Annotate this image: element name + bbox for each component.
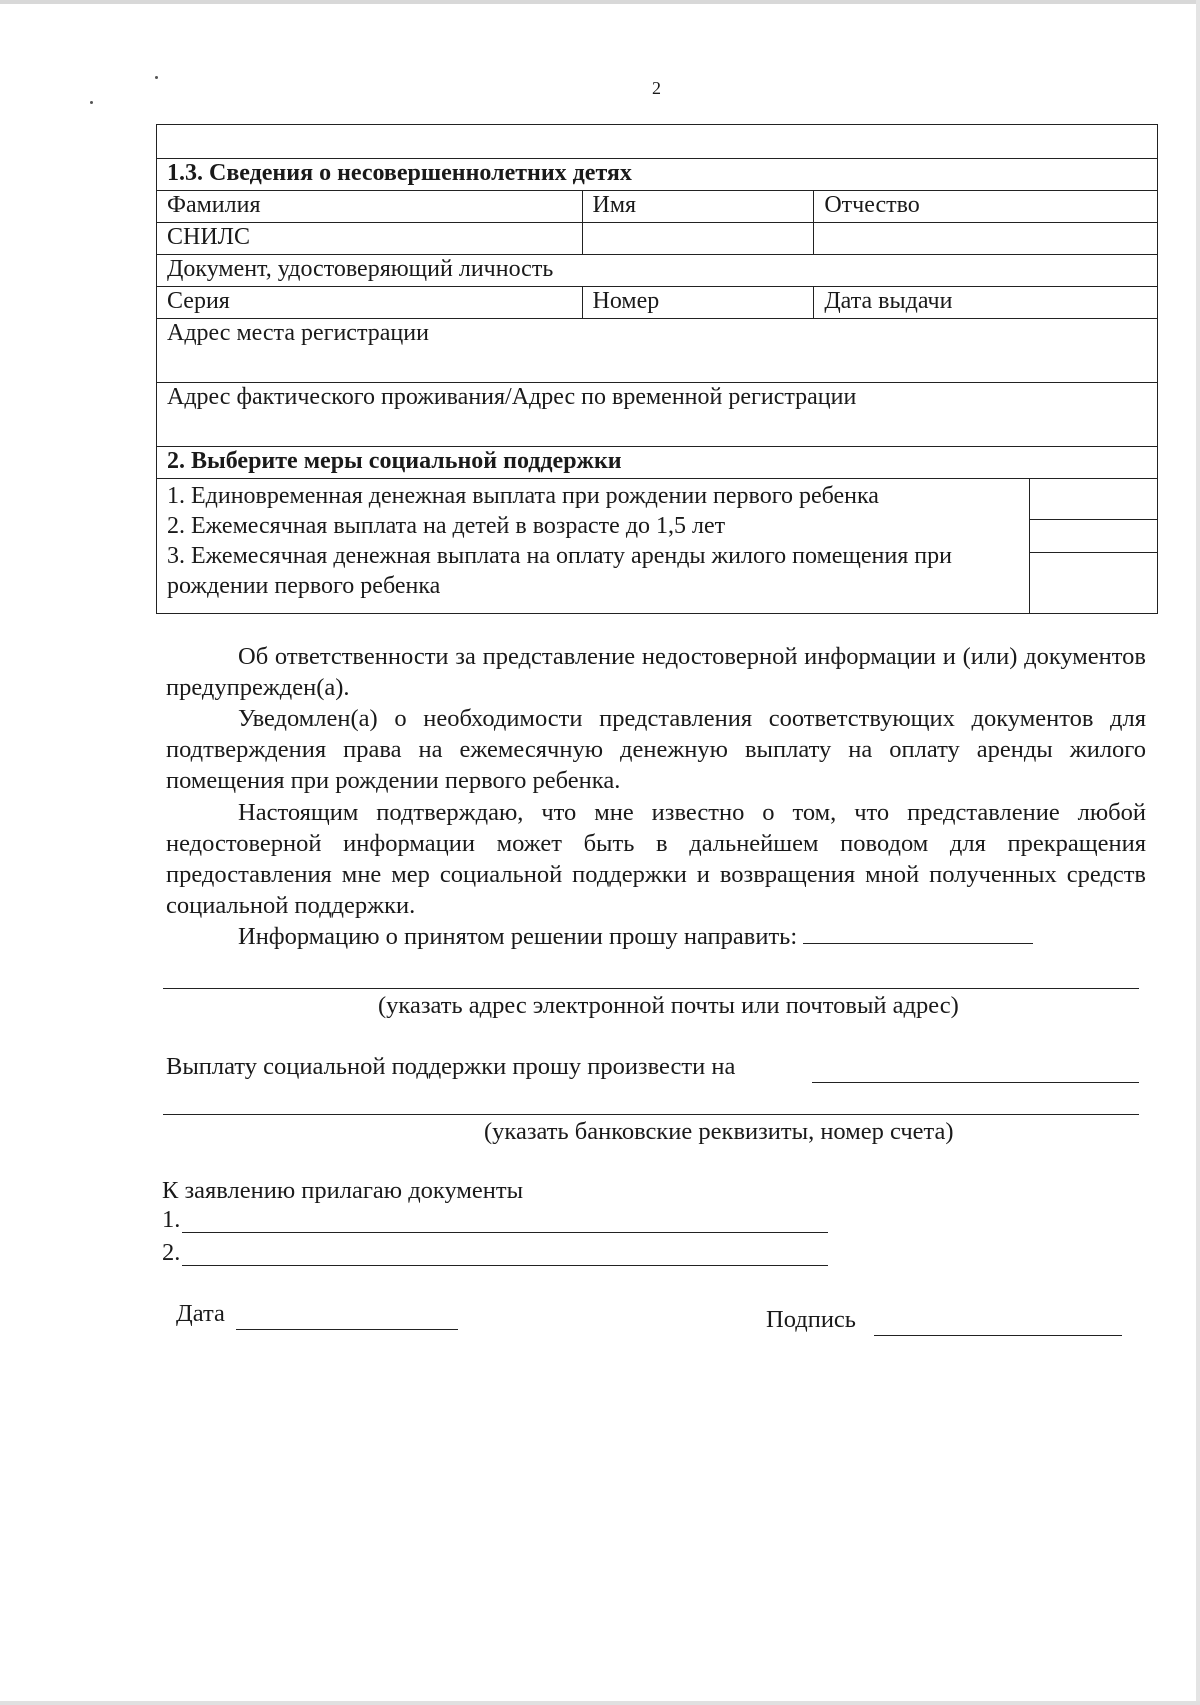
- issue-date-field[interactable]: Дата выдачи: [814, 287, 1158, 319]
- snils-value-cell[interactable]: [582, 223, 814, 255]
- decision-delivery-line: [166, 921, 1146, 952]
- snils-extra-cell[interactable]: [814, 223, 1158, 255]
- decision-delivery-input[interactable]: [803, 943, 1033, 944]
- declaration-text: [166, 641, 1146, 952]
- measure-3: 3. Ежемесячная денежная выплата на оплату аренды жилого помещения при рождении первого ребенка: [167, 543, 952, 599]
- contact-address-input[interactable]: [163, 988, 1139, 989]
- actual-address-field[interactable]: Адрес фактического проживания/Адрес по временной регистрации: [157, 383, 1158, 447]
- date-input[interactable]: [236, 1329, 458, 1330]
- signature-input[interactable]: [874, 1335, 1122, 1336]
- declaration-notified: Уведомлен(а) о необходимости представления соответствующих документов для подтверждения права на ежемесячную денежную выплату на оплату аренды жилого помещения при рождении первого ребенка.: [166, 705, 1146, 795]
- measure-2-checkbox[interactable]: [1030, 520, 1157, 553]
- surname-field[interactable]: Фамилия: [157, 191, 583, 223]
- page-number: 2: [652, 78, 661, 98]
- measure-1-checkbox[interactable]: [1030, 479, 1157, 520]
- payment-input[interactable]: [812, 1082, 1139, 1083]
- attachment-2-input[interactable]: [182, 1265, 828, 1266]
- date-label: Дата: [176, 1300, 225, 1327]
- scan-edge-right: [1196, 0, 1200, 1705]
- support-measures-list: [157, 479, 1030, 614]
- bank-hint: (указать банковские реквизиты, номер счета): [484, 1118, 954, 1145]
- measure-2: 2. Ежемесячная выплата на детей в возрасте до 1,5 лет: [167, 513, 726, 539]
- attachment-1-number: 1.: [162, 1206, 181, 1233]
- payment-label: Выплату социальной поддержки прошу произвести на: [166, 1053, 736, 1080]
- children-section-title: 1.3. Сведения о несовершеннолетних детях: [157, 159, 1158, 191]
- bank-details-input[interactable]: [163, 1114, 1139, 1115]
- signature-label: Подпись: [766, 1306, 856, 1333]
- name-field[interactable]: Имя: [582, 191, 814, 223]
- scan-speck: [155, 76, 158, 79]
- measure-1: 1. Единовременная денежная выплата при рождении первого ребенка: [167, 483, 879, 509]
- support-section-title: 2. Выберите меры социальной поддержки: [157, 447, 1158, 479]
- scan-speck: [90, 101, 93, 104]
- declaration-responsibility: Об ответственности за представление недостоверной информации и (или) документов предупрежден(а).: [166, 643, 1146, 702]
- decision-delivery-label: Информацию о принятом решении прошу направить:: [238, 922, 798, 950]
- patronymic-field[interactable]: Отчество: [814, 191, 1158, 223]
- support-measures-row: [157, 479, 1158, 614]
- scan-edge-bottom: [0, 1701, 1200, 1705]
- measure-checkbox-column: [1030, 479, 1158, 614]
- empty-top-row: [157, 125, 1158, 159]
- id-document-label: Документ, удостоверяющий личность: [157, 255, 1158, 287]
- scan-edge-top: [0, 0, 1200, 4]
- registration-address-field[interactable]: Адрес места регистрации: [157, 319, 1158, 383]
- email-hint: (указать адрес электронной почты или почтовый адрес): [378, 992, 959, 1019]
- series-field[interactable]: Серия: [157, 287, 583, 319]
- attachment-1-input[interactable]: [182, 1232, 828, 1233]
- snils-field[interactable]: СНИЛС: [157, 223, 583, 255]
- measure-3-checkbox[interactable]: [1030, 553, 1157, 613]
- declaration-confirmation: Настоящим подтверждаю, что мне известно о том, что представление любой недостоверной информации может быть в дальнейшем поводом для прекращения предоставления мне мер социальной поддержки и возвращения мной полученных средств социальной поддержки.: [166, 798, 1146, 919]
- application-form-table: [156, 124, 1158, 614]
- number-field[interactable]: Номер: [582, 287, 814, 319]
- attachment-2-number: 2.: [162, 1239, 181, 1266]
- attachments-label: К заявлению прилагаю документы: [162, 1177, 524, 1204]
